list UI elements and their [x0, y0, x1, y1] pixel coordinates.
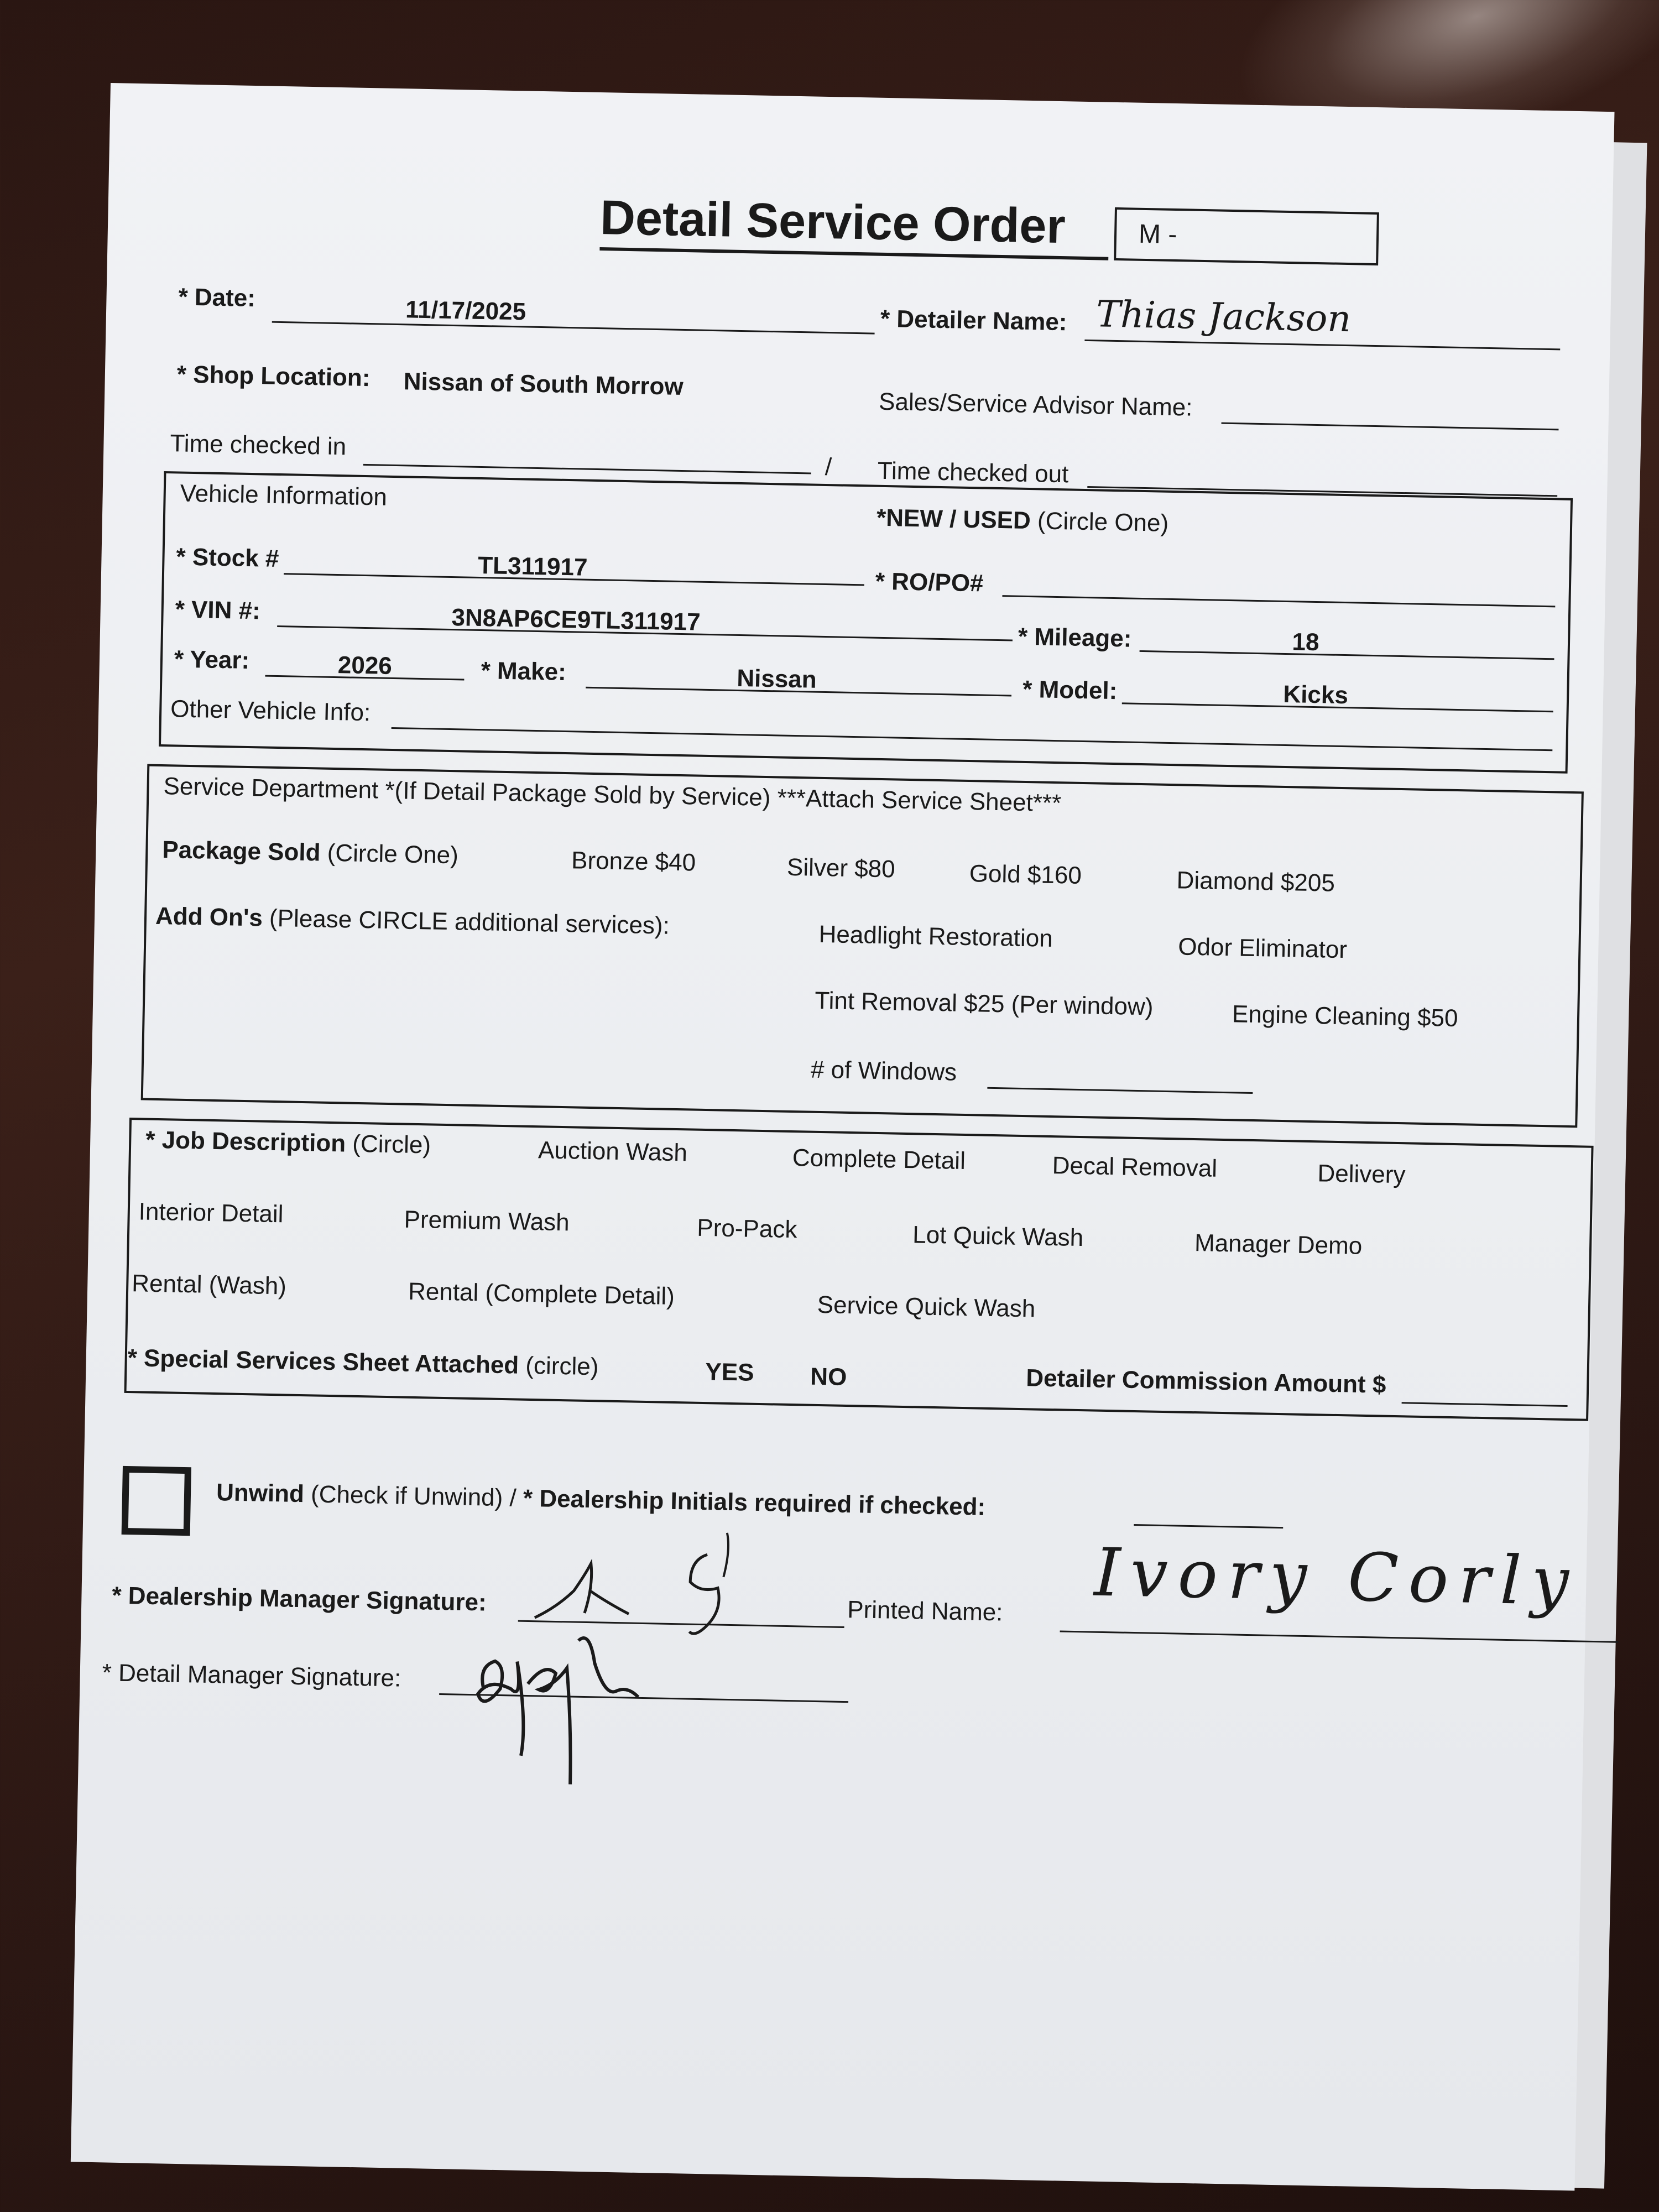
unwind-checkbox[interactable] [122, 1466, 191, 1536]
detailer-name-line [1084, 340, 1560, 351]
date-value[interactable]: 11/17/2025 [405, 296, 526, 326]
job-auction-wash[interactable]: Auction Wash [538, 1136, 688, 1167]
date-label: * Date: [178, 283, 256, 312]
model-value[interactable]: Kicks [1282, 680, 1349, 709]
addon-tint-removal[interactable]: Tint Removal $25 (Per window) [814, 987, 1154, 1021]
advisor-name-label: Sales/Service Advisor Name: [878, 388, 1193, 421]
model-label: * Model: [1022, 675, 1118, 705]
mileage-value[interactable]: 18 [1292, 628, 1319, 656]
package-sold-label: Package Sold (Circle One) [161, 836, 459, 869]
service-order-form [71, 83, 1615, 2191]
package-bronze[interactable]: Bronze $40 [571, 847, 696, 877]
order-number-prefix: M - [1138, 219, 1177, 250]
job-service-quick-wash[interactable]: Service Quick Wash [817, 1291, 1036, 1323]
dealership-signature-label: * Dealership Manager Signature: [112, 1582, 487, 1616]
detailer-name-handwritten[interactable]: Thias Jackson [1095, 293, 1352, 341]
shop-location-label: * Shop Location: [176, 361, 371, 392]
printed-name-line [1060, 1630, 1619, 1642]
job-rental-complete-detail[interactable]: Rental (Complete Detail) [408, 1277, 675, 1310]
new-used-hint: (Circle One) [1037, 507, 1169, 537]
detail-manager-signature-image [460, 1583, 762, 1793]
package-gold[interactable]: Gold $160 [969, 860, 1082, 889]
make-value[interactable]: Nissan [736, 664, 817, 693]
job-pro-pack[interactable]: Pro-Pack [696, 1214, 797, 1244]
time-in-label: Time checked in [170, 430, 347, 461]
job-description-label: * Job Description (Circle) [145, 1126, 431, 1159]
job-delivery[interactable]: Delivery [1317, 1160, 1406, 1189]
year-value[interactable]: 2026 [337, 651, 393, 680]
service-department-header: Service Department *(If Detail Package Sold by Service) ***Attach Service Sheet*** [163, 773, 1062, 817]
vin-value[interactable]: 3N8AP6CE9TL311917 [451, 604, 701, 636]
vehicle-info-label: Vehicle Information [180, 479, 388, 511]
mileage-label: * Mileage: [1018, 623, 1132, 653]
windows-count-label: # of Windows [810, 1056, 957, 1086]
job-premium-wash[interactable]: Premium Wash [404, 1206, 570, 1237]
job-decal-removal[interactable]: Decal Removal [1052, 1152, 1218, 1182]
printed-name-label: Printed Name: [847, 1596, 1003, 1626]
year-label: * Year: [174, 645, 250, 675]
time-separator: / [825, 453, 832, 481]
commission-label: Detailer Commission Amount $ [1025, 1364, 1386, 1399]
add-ons-label: Add On's (Please CIRCLE additional services): [155, 902, 670, 940]
time-in-line[interactable] [363, 464, 811, 474]
make-label: * Make: [481, 657, 567, 686]
special-services-label: * Special Services Sheet Attached (circle) [127, 1344, 599, 1381]
order-number-box[interactable] [1114, 207, 1379, 265]
vin-label: * VIN #: [175, 596, 261, 625]
package-diamond[interactable]: Diamond $205 [1176, 867, 1335, 897]
package-silver[interactable]: Silver $80 [786, 853, 896, 883]
special-services-yes[interactable]: YES [705, 1358, 754, 1386]
time-out-label: Time checked out [877, 457, 1069, 488]
special-services-no[interactable]: NO [810, 1363, 847, 1391]
ro-po-label: * RO/PO# [875, 567, 984, 597]
initials-line[interactable] [1134, 1524, 1283, 1528]
job-manager-demo[interactable]: Manager Demo [1194, 1229, 1363, 1260]
addon-headlight-restoration[interactable]: Headlight Restoration [818, 920, 1053, 952]
job-lot-quick-wash[interactable]: Lot Quick Wash [912, 1221, 1084, 1252]
other-vehicle-info-label: Other Vehicle Info: [170, 695, 371, 727]
unwind-label: Unwind (Check if Unwind) / * Dealership Initials required if checked: [216, 1479, 986, 1521]
stock-label: * Stock # [176, 543, 279, 572]
shop-location-value[interactable]: Nissan of South Morrow [403, 368, 684, 400]
form-title: Detail Service Order [599, 190, 1066, 254]
new-used-field[interactable] [877, 504, 1169, 538]
addon-engine-cleaning[interactable]: Engine Cleaning $50 [1232, 1000, 1458, 1032]
job-rental-wash[interactable]: Rental (Wash) [131, 1270, 287, 1300]
printed-name-value[interactable]: Ivory Corly [1093, 1534, 1580, 1621]
addon-odor-eliminator[interactable]: Odor Eliminator [1177, 933, 1348, 964]
job-interior-detail[interactable]: Interior Detail [138, 1198, 284, 1228]
detail-manager-signature-label: * Detail Manager Signature: [102, 1659, 401, 1692]
job-complete-detail[interactable]: Complete Detail [792, 1144, 966, 1175]
stock-value[interactable]: TL311917 [477, 551, 588, 581]
detailer-name-label: * Detailer Name: [880, 305, 1067, 336]
new-used-label: *NEW / USED [876, 504, 1031, 535]
advisor-name-line[interactable] [1222, 422, 1559, 431]
